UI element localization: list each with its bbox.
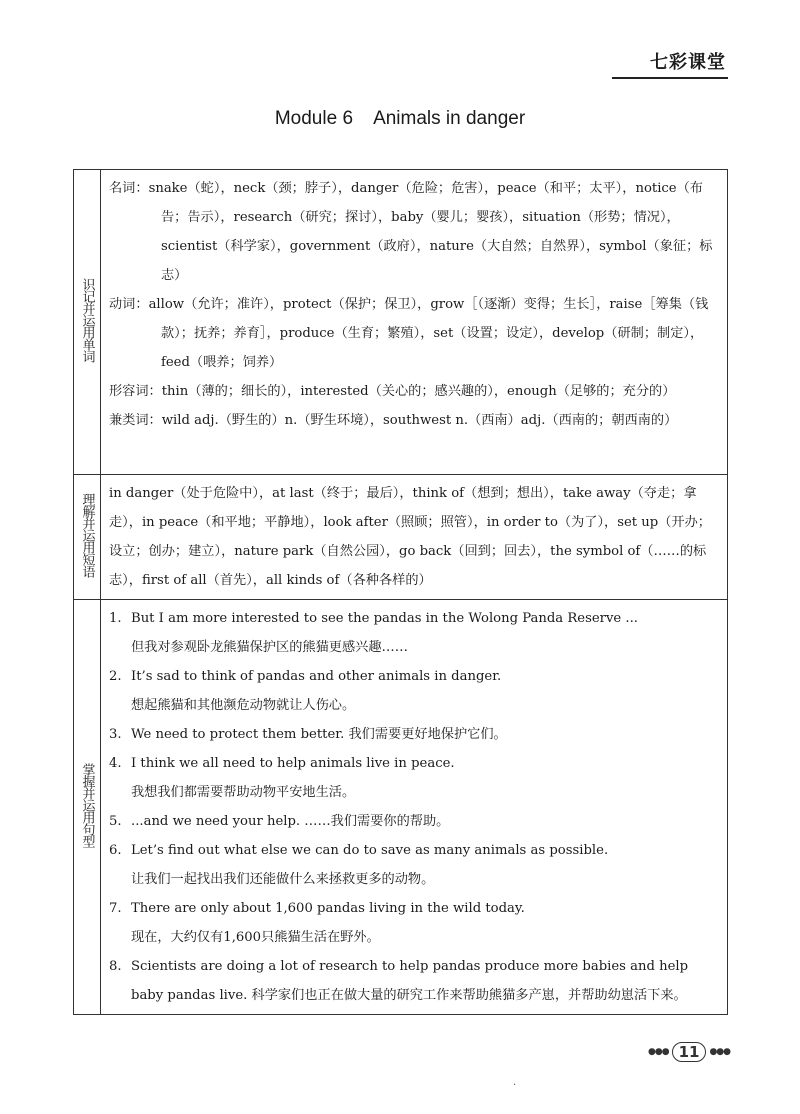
sentence-item: 3. We need to protect them better. 我们需要更好地保护它们。: [109, 727, 507, 742]
sentence-translation: 想起熊猫和其他濒危动物就让人伤心。: [131, 698, 356, 713]
sentences-content: [101, 600, 728, 1015]
page-number: 11: [672, 1042, 707, 1062]
decorative-dot: ·: [513, 1080, 517, 1091]
sentence-item: 5. ...and we need your help. ……我们需要你的帮助。: [109, 814, 450, 829]
multi-class-entry: 兼类词：wild adj.（野生的）n.（野生环境），southwest n.（西南）adj.（西南的；朝西南的）: [109, 413, 678, 428]
brand-underline: [612, 77, 728, 79]
sentence-translation: 我想我们都需要帮助动物平安地生活。: [131, 785, 356, 800]
section-label: 掌握并运用句型: [74, 600, 101, 1015]
words-content: [101, 170, 728, 475]
sentence-item: 4. I think we all need to help animals live in peace.: [109, 756, 455, 771]
sentence-item: 8. Scientists are doing a lot of research to help pandas produce more babies and help baby pandas live. 科学家们也正在做大量的研究工作来帮助熊猫多产崽，并帮助幼崽活下来。: [109, 959, 689, 1003]
words-row: [74, 170, 728, 475]
sentence-item: 1. But I am more interested to see the pandas in the Wolong Panda Reserve ...: [109, 611, 638, 626]
decorative-dots: ●●●: [709, 1047, 730, 1057]
phrases-row: [74, 475, 728, 600]
sentence-item: 6. Let’s find out what else we can do to save as many animals as possible.: [109, 843, 609, 858]
adjective-entry: 形容词：thin（薄的；细长的），interested（关心的；感兴趣的），enough（足够的；充分的）: [109, 384, 676, 399]
brand-logo: 七彩课堂: [650, 52, 726, 73]
sentence-translation: 现在，大约仅有1,600只熊猫生活在野外。: [131, 930, 380, 945]
page-footer: [648, 1042, 730, 1062]
sentence-translation: 但我对参观卧龙熊猫保护区的熊猫更感兴趣……: [131, 640, 408, 655]
verb-entry: 动词：allow（允许；准许），protect（保护；保卫），grow［（逐渐）变得；生长］，raise［筹集（钱款）；抚养；养育］，produce（生育；繁殖），set（设置；设定），develop（研制；制定），feed（喂养；饲养）: [109, 297, 709, 370]
sentence-translation: 让我们一起找出我们还能做什么来拯救更多的动物。: [131, 872, 435, 887]
sentence-item: 2. It’s sad to think of pandas and other animals in danger.: [109, 669, 502, 684]
vocabulary-table: [73, 169, 728, 1015]
phrases-content: in danger（处于危险中），at last（终于；最后），think of（想到；想出），take away（夺走；拿走），in peace（和平地；平静地），look after（照顾；照管），in order to（为了），set up（开办；设立；创办；建立），nature park（自然公园），go back（回到；回去），the symbol of（……的标志），first of all（首先），all kinds of（各种各样的）: [101, 475, 728, 600]
section-label: 理解并运用短语: [74, 475, 101, 600]
section-label: 识记并运用单词: [74, 170, 101, 475]
sentence-item: 7. There are only about 1,600 pandas living in the wild today.: [109, 901, 525, 916]
decorative-dots: ●●●: [648, 1047, 669, 1057]
sentences-row: [74, 600, 728, 1015]
noun-entry: 名词：snake（蛇），neck（颈；脖子），danger（危险；危害），peace（和平；太平），notice（布告；告示），research（研究；探讨），baby（婴儿；婴孩），situation（形势；情况），scientist（科学家），government（政府），nature（大自然；自然界），symbol（象征；标志）: [109, 181, 713, 283]
page-title: Module 6 Animals in danger: [274, 108, 526, 129]
